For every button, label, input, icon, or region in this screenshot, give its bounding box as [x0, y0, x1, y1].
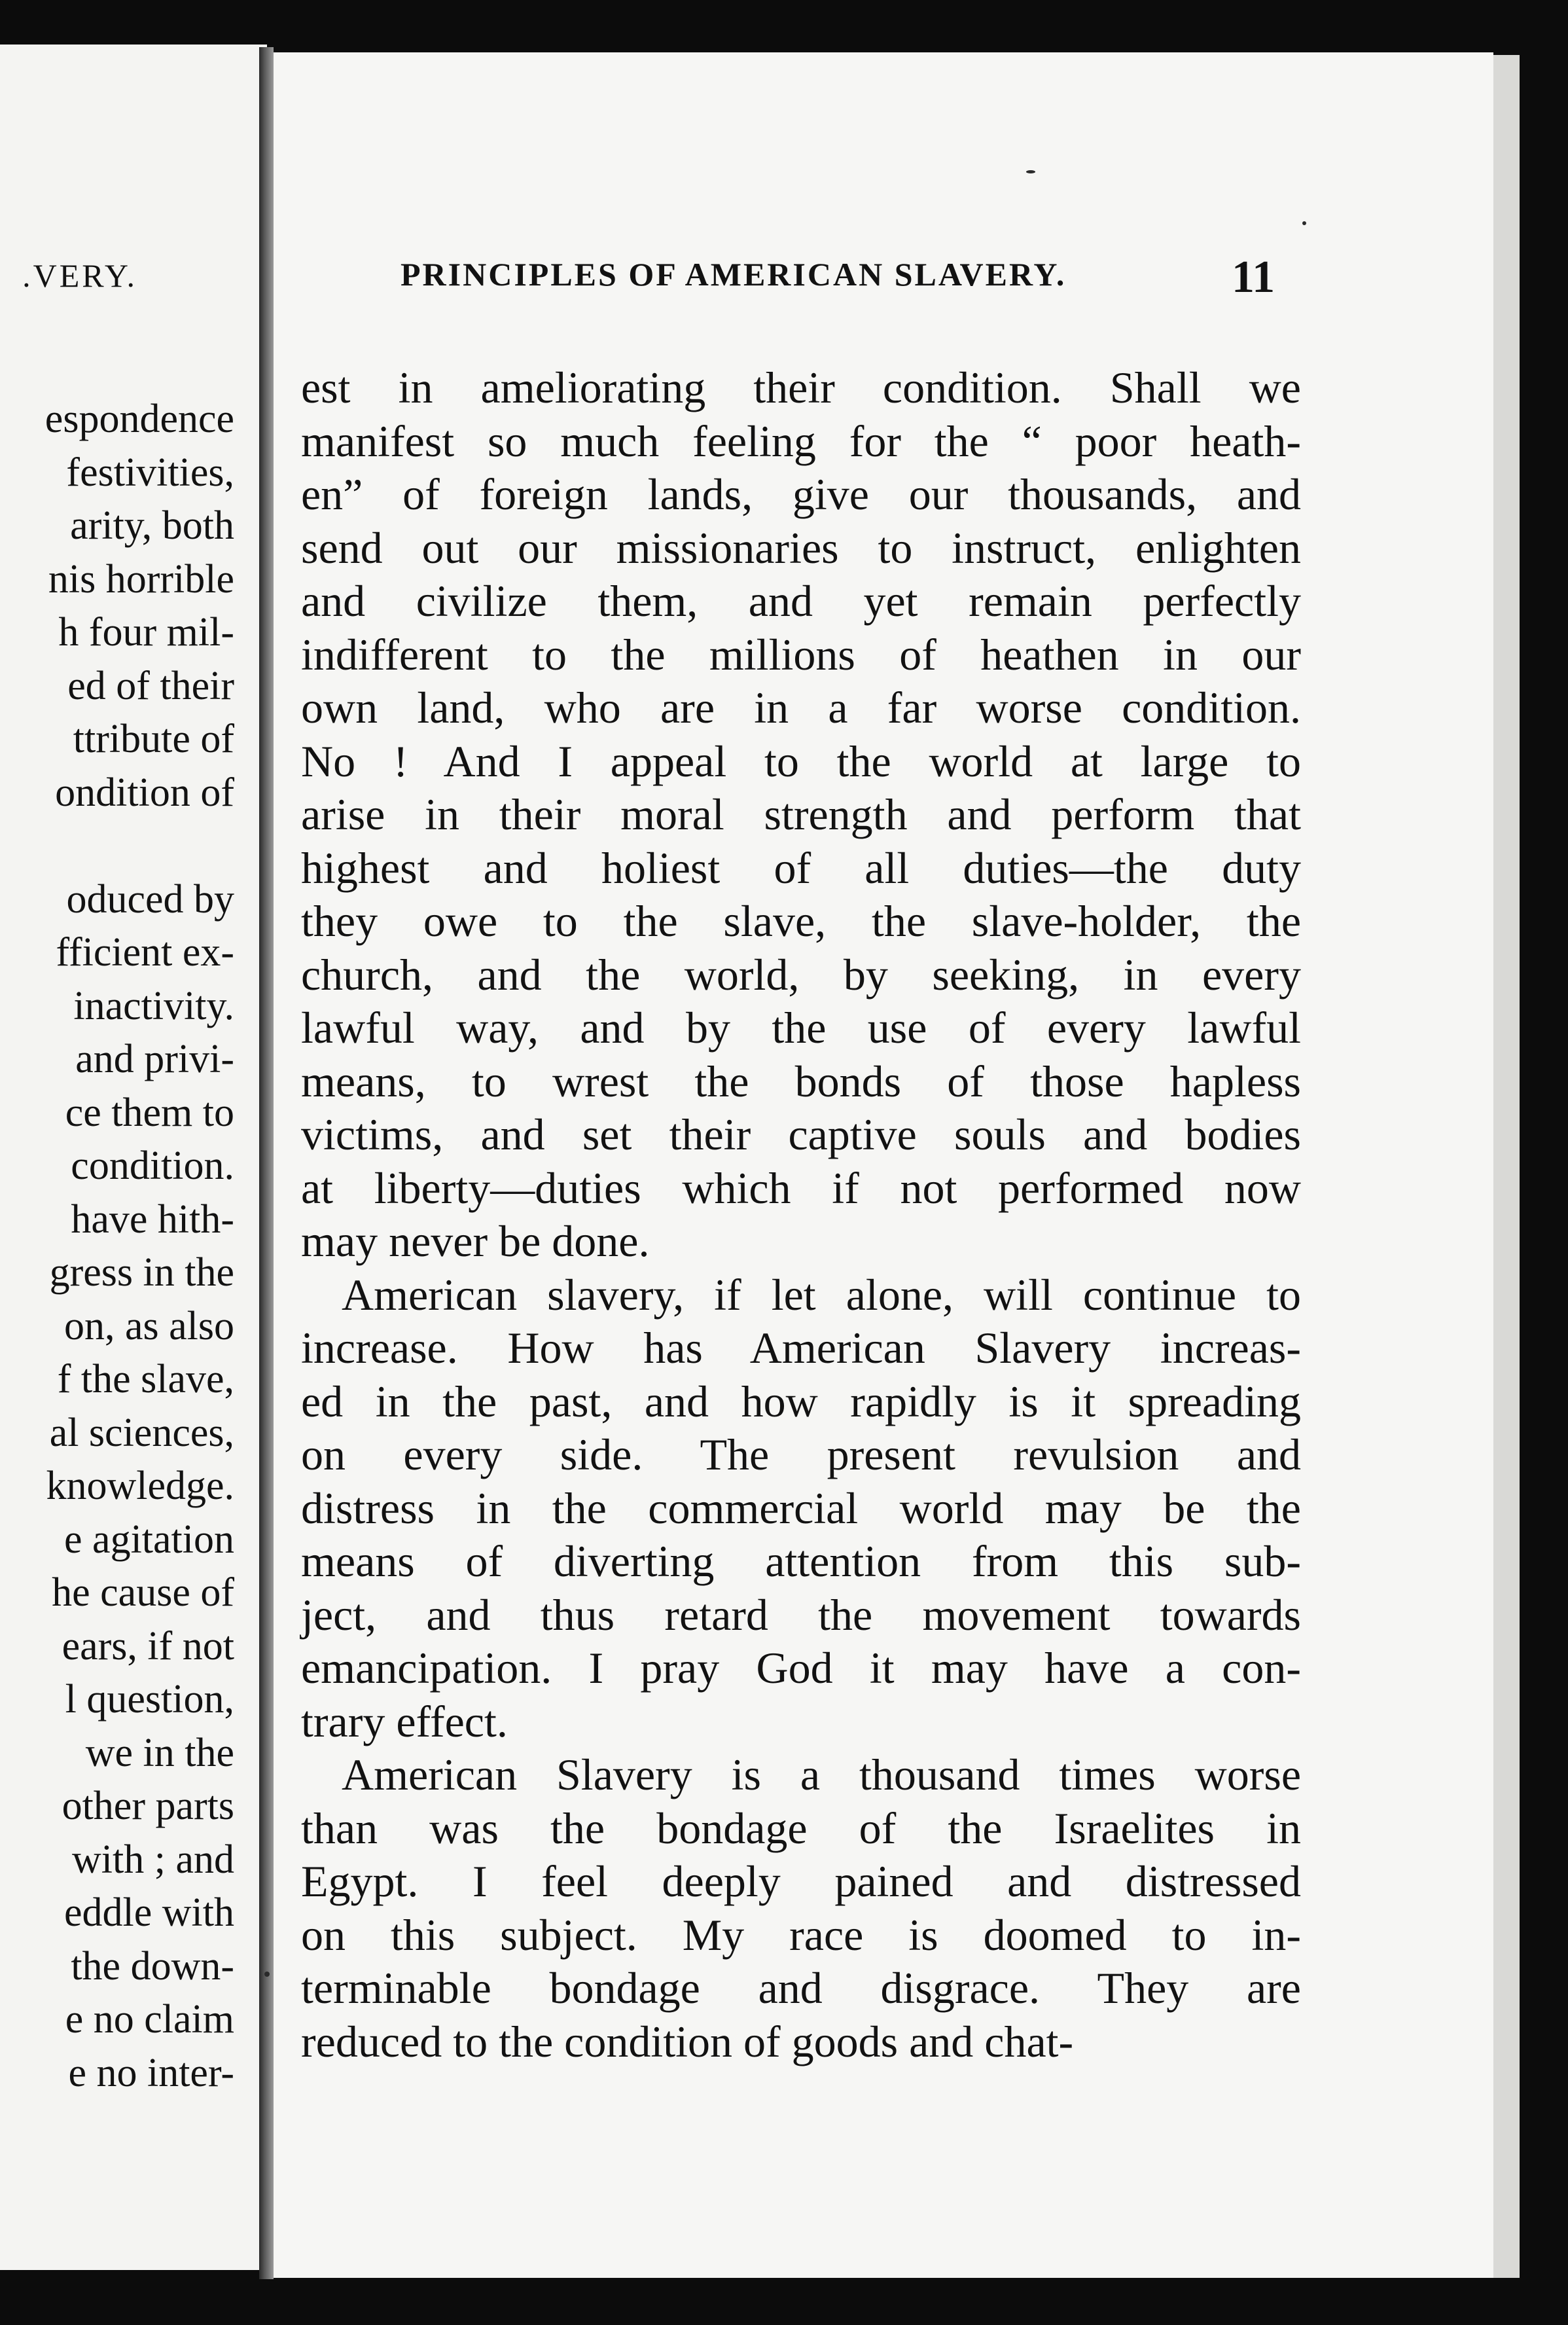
body-text [301, 361, 1301, 2068]
body-line: Egypt. I feel deeply pained and distressed [301, 1856, 1301, 1906]
body-line: and civilize them, and yet remain perfectly [301, 576, 1301, 626]
left-page-running-head: .VERY. [22, 257, 137, 294]
left-page-line: condition. [71, 1144, 234, 1188]
body-line: manifest so much feeling for the “ poor heath- [301, 416, 1301, 466]
left-page-line: knowledge. [46, 1464, 234, 1508]
body-line: American slavery, if let alone, will continue to [342, 1269, 1301, 1320]
left-page-line: e no inter- [68, 2050, 234, 2095]
left-page-line: ttribute of [73, 717, 234, 761]
left-page-line: festivities, [66, 450, 234, 495]
body-line: church, and the world, by seeking, in every [301, 949, 1301, 1000]
body-line: means of diverting attention from this sub- [301, 1536, 1301, 1586]
left-page-line: the down- [71, 1943, 234, 1989]
left-page-line: we in the [85, 1730, 234, 1775]
left-page-line: f the slave, [57, 1357, 234, 1401]
body-line: terminable bondage and disgrace. They are [301, 1963, 1301, 2013]
body-line: send out our missionaries to instruct, enlighten [301, 522, 1301, 573]
body-line: highest and holiest of all duties—the duty [301, 842, 1301, 893]
body-line: may never be done. [301, 1216, 650, 1266]
left-page-line: gress in the [49, 1250, 234, 1295]
left-page-line: ondition of [55, 770, 234, 815]
left-page-line: he cause of [52, 1570, 234, 1615]
body-line: American Slavery is a thousand times worse [342, 1750, 1301, 1799]
body-line: en” of foreign lands, give our thousands, and [301, 469, 1301, 519]
body-line: at liberty—duties which if not performed now [301, 1162, 1301, 1213]
body-line: victims, and set their captive souls and bodies [301, 1109, 1301, 1159]
left-page-line: h four mil- [58, 610, 234, 655]
body-line: arise in their moral strength and perform that [301, 789, 1301, 839]
left-page-text [45, 393, 234, 2100]
left-page-line: arity, both [70, 503, 234, 548]
left-page-line: oduced by [66, 876, 234, 922]
left-page-line: on, as also [63, 1303, 234, 1348]
body-line: means, to wrest the bonds of those hapless [301, 1056, 1301, 1106]
body-line: on every side. The present revulsion and [301, 1430, 1301, 1479]
body-line: No ! And I appeal to the world at large to [301, 736, 1301, 786]
left-page-line: l question, [65, 1677, 234, 1721]
left-page-line: ce them to [65, 1090, 234, 1135]
scan-speck [264, 1972, 270, 1977]
left-page-line: fficient ex- [56, 930, 234, 975]
body-line: trary effect. [301, 1696, 508, 1746]
body-line: on this subject. My race is doomed to in- [301, 1909, 1301, 1960]
body-line: reduced to the condition of goods and chat- [301, 2016, 1074, 2066]
scan-speck [1302, 221, 1306, 225]
body-line: distress in the commercial world may be the [301, 1483, 1301, 1533]
left-page-line: ears, if not [62, 1623, 234, 1668]
body-line: own land, who are in a far worse condition. [301, 683, 1301, 732]
left-page-line: other parts [62, 1784, 234, 1828]
running-head: PRINCIPLES OF AMERICAN SLAVERY. [401, 256, 1067, 293]
page-edge [1493, 55, 1520, 2278]
left-page-line: nis horrible [48, 556, 234, 602]
body-line: increase. How has American Slavery increas- [301, 1323, 1301, 1373]
scan-speck [1026, 170, 1035, 173]
left-page-line: ed of their [67, 663, 234, 708]
body-line: indifferent to the millions of heathen in our [301, 629, 1301, 679]
left-page-line: espondence [45, 397, 234, 441]
body-line: they owe to the slave, the slave-holder, the [301, 896, 1301, 946]
left-page-line: have hith- [71, 1197, 234, 1242]
page-number: 11 [1232, 252, 1275, 302]
left-page-line: and privi- [75, 1037, 234, 1081]
body-line: ject, and thus retard the movement towards [301, 1589, 1301, 1640]
left-facing-page [0, 45, 267, 2270]
left-page-line: e agitation [64, 1517, 234, 1562]
book-gutter [259, 47, 274, 2279]
body-line: lawful way, and by the use of every lawful [301, 1003, 1301, 1053]
left-page-line [45, 820, 234, 873]
body-line: ed in the past, and how rapidly is it spreading [301, 1376, 1301, 1426]
body-line: than was the bondage of the Israelites in [301, 1803, 1301, 1853]
body-line: est in ameliorating their condition. Shall we [301, 363, 1301, 412]
left-page-line: with ; and [72, 1837, 234, 1882]
left-page-line: eddle with [64, 1890, 234, 1935]
left-page-line: al sciences, [49, 1410, 234, 1455]
body-line: emancipation. I pray God it may have a con- [301, 1643, 1301, 1693]
left-page-line: inactivity. [73, 983, 234, 1028]
left-page-line: e no claim [65, 1997, 234, 2042]
